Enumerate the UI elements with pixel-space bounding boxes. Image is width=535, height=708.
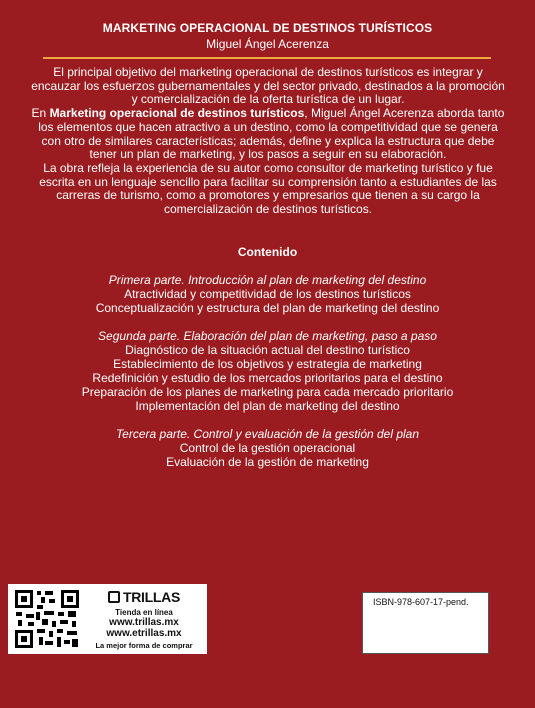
toc-item: Control de la gestión operacional — [179, 441, 356, 455]
toc-part-2 — [0, 329, 535, 413]
toc-item: Preparación de los planes de marketing para cada mercado prioritario — [81, 385, 454, 399]
divider-rule — [43, 57, 491, 59]
toc-item: Diagnóstico de la situación actual del destino turístico — [125, 343, 410, 357]
description-p2-rest: , Miguel Ángel Acerenza aborda tanto los elementos que hacen atractivo a un destino, como la competitividad que se genera con otro de similares características; además, define y explica la estructura que debe tener un plan de marketing, y los pasos a seguir en su elaboración. — [38, 106, 505, 162]
toc-part-title: Tercera parte. Control y evaluación de la gestión del plan — [115, 427, 420, 441]
toc-item: Evaluación de la gestión de marketing — [166, 455, 369, 469]
publisher-logo — [84, 589, 204, 605]
store-info-box — [8, 584, 207, 654]
store-url-2[interactable]: www.etrillas.mx — [106, 628, 182, 639]
store-url-1[interactable]: www.trillas.mx — [109, 617, 179, 628]
description-p2-prefix: En — [31, 106, 50, 121]
toc-part-title: Segunda parte. Elaboración del plan de marketing, paso a paso — [98, 329, 437, 343]
qr-code-icon[interactable] — [14, 589, 80, 649]
toc-item: Atractividad y competitividad de los destinos turísticos — [124, 287, 411, 301]
book-author: Miguel Ángel Acerenza — [206, 37, 329, 51]
contents-heading: Contenido — [237, 245, 298, 259]
toc-item: Establecimiento de los objetivos y estrategia de marketing — [113, 357, 422, 371]
book-description — [28, 66, 508, 217]
toc-item: Conceptualización y estructura del plan de marketing del destino — [95, 301, 440, 315]
store-slogan: La mejor forma de comprar — [95, 641, 193, 650]
isbn-text: ISBN-978-607-17-pend. — [373, 597, 469, 607]
toc-part-title: Primera parte. Introducción al plan de marketing del destino — [108, 273, 427, 287]
toc-item: Implementación del plan de marketing del destino — [135, 399, 400, 413]
toc-item: Redefinición y estudio de los mercados prioritarios para el destino — [92, 371, 443, 385]
table-of-contents — [0, 273, 535, 483]
description-paragraph-3: La obra refleja la experiencia de su autor como consultor de marketing turístico y fue escrita en un lenguaje sencillo para facilitar su comprensión tanto a estudiantes de las carreras de turismo, como a promotores y empresarios que tienen a su cargo la comercialización de destinos turísticos. — [39, 160, 497, 217]
store-online-label: Tienda en línea — [115, 608, 173, 617]
description-paragraph-2 — [28, 107, 508, 162]
toc-part-1 — [0, 273, 535, 315]
publisher-brand: TRILLAS — [122, 589, 180, 605]
description-p2-title: Marketing operacional de destinos turísticos — [49, 106, 305, 121]
description-paragraph-1: El principal objetivo del marketing operacional de destinos turísticos es integrar y encauzar los esfuerzos gubernamentales y del sector privado, destinados a la promoción y comercialización de la oferta turística de un lugar. — [31, 65, 505, 107]
isbn-box — [362, 592, 489, 654]
trillas-logo-icon — [108, 591, 120, 603]
cover-header — [0, 20, 535, 51]
store-text — [84, 589, 204, 650]
toc-part-3 — [0, 427, 535, 469]
book-title: MARKETING OPERACIONAL DE DESTINOS TURÍSTICOS — [102, 21, 433, 35]
